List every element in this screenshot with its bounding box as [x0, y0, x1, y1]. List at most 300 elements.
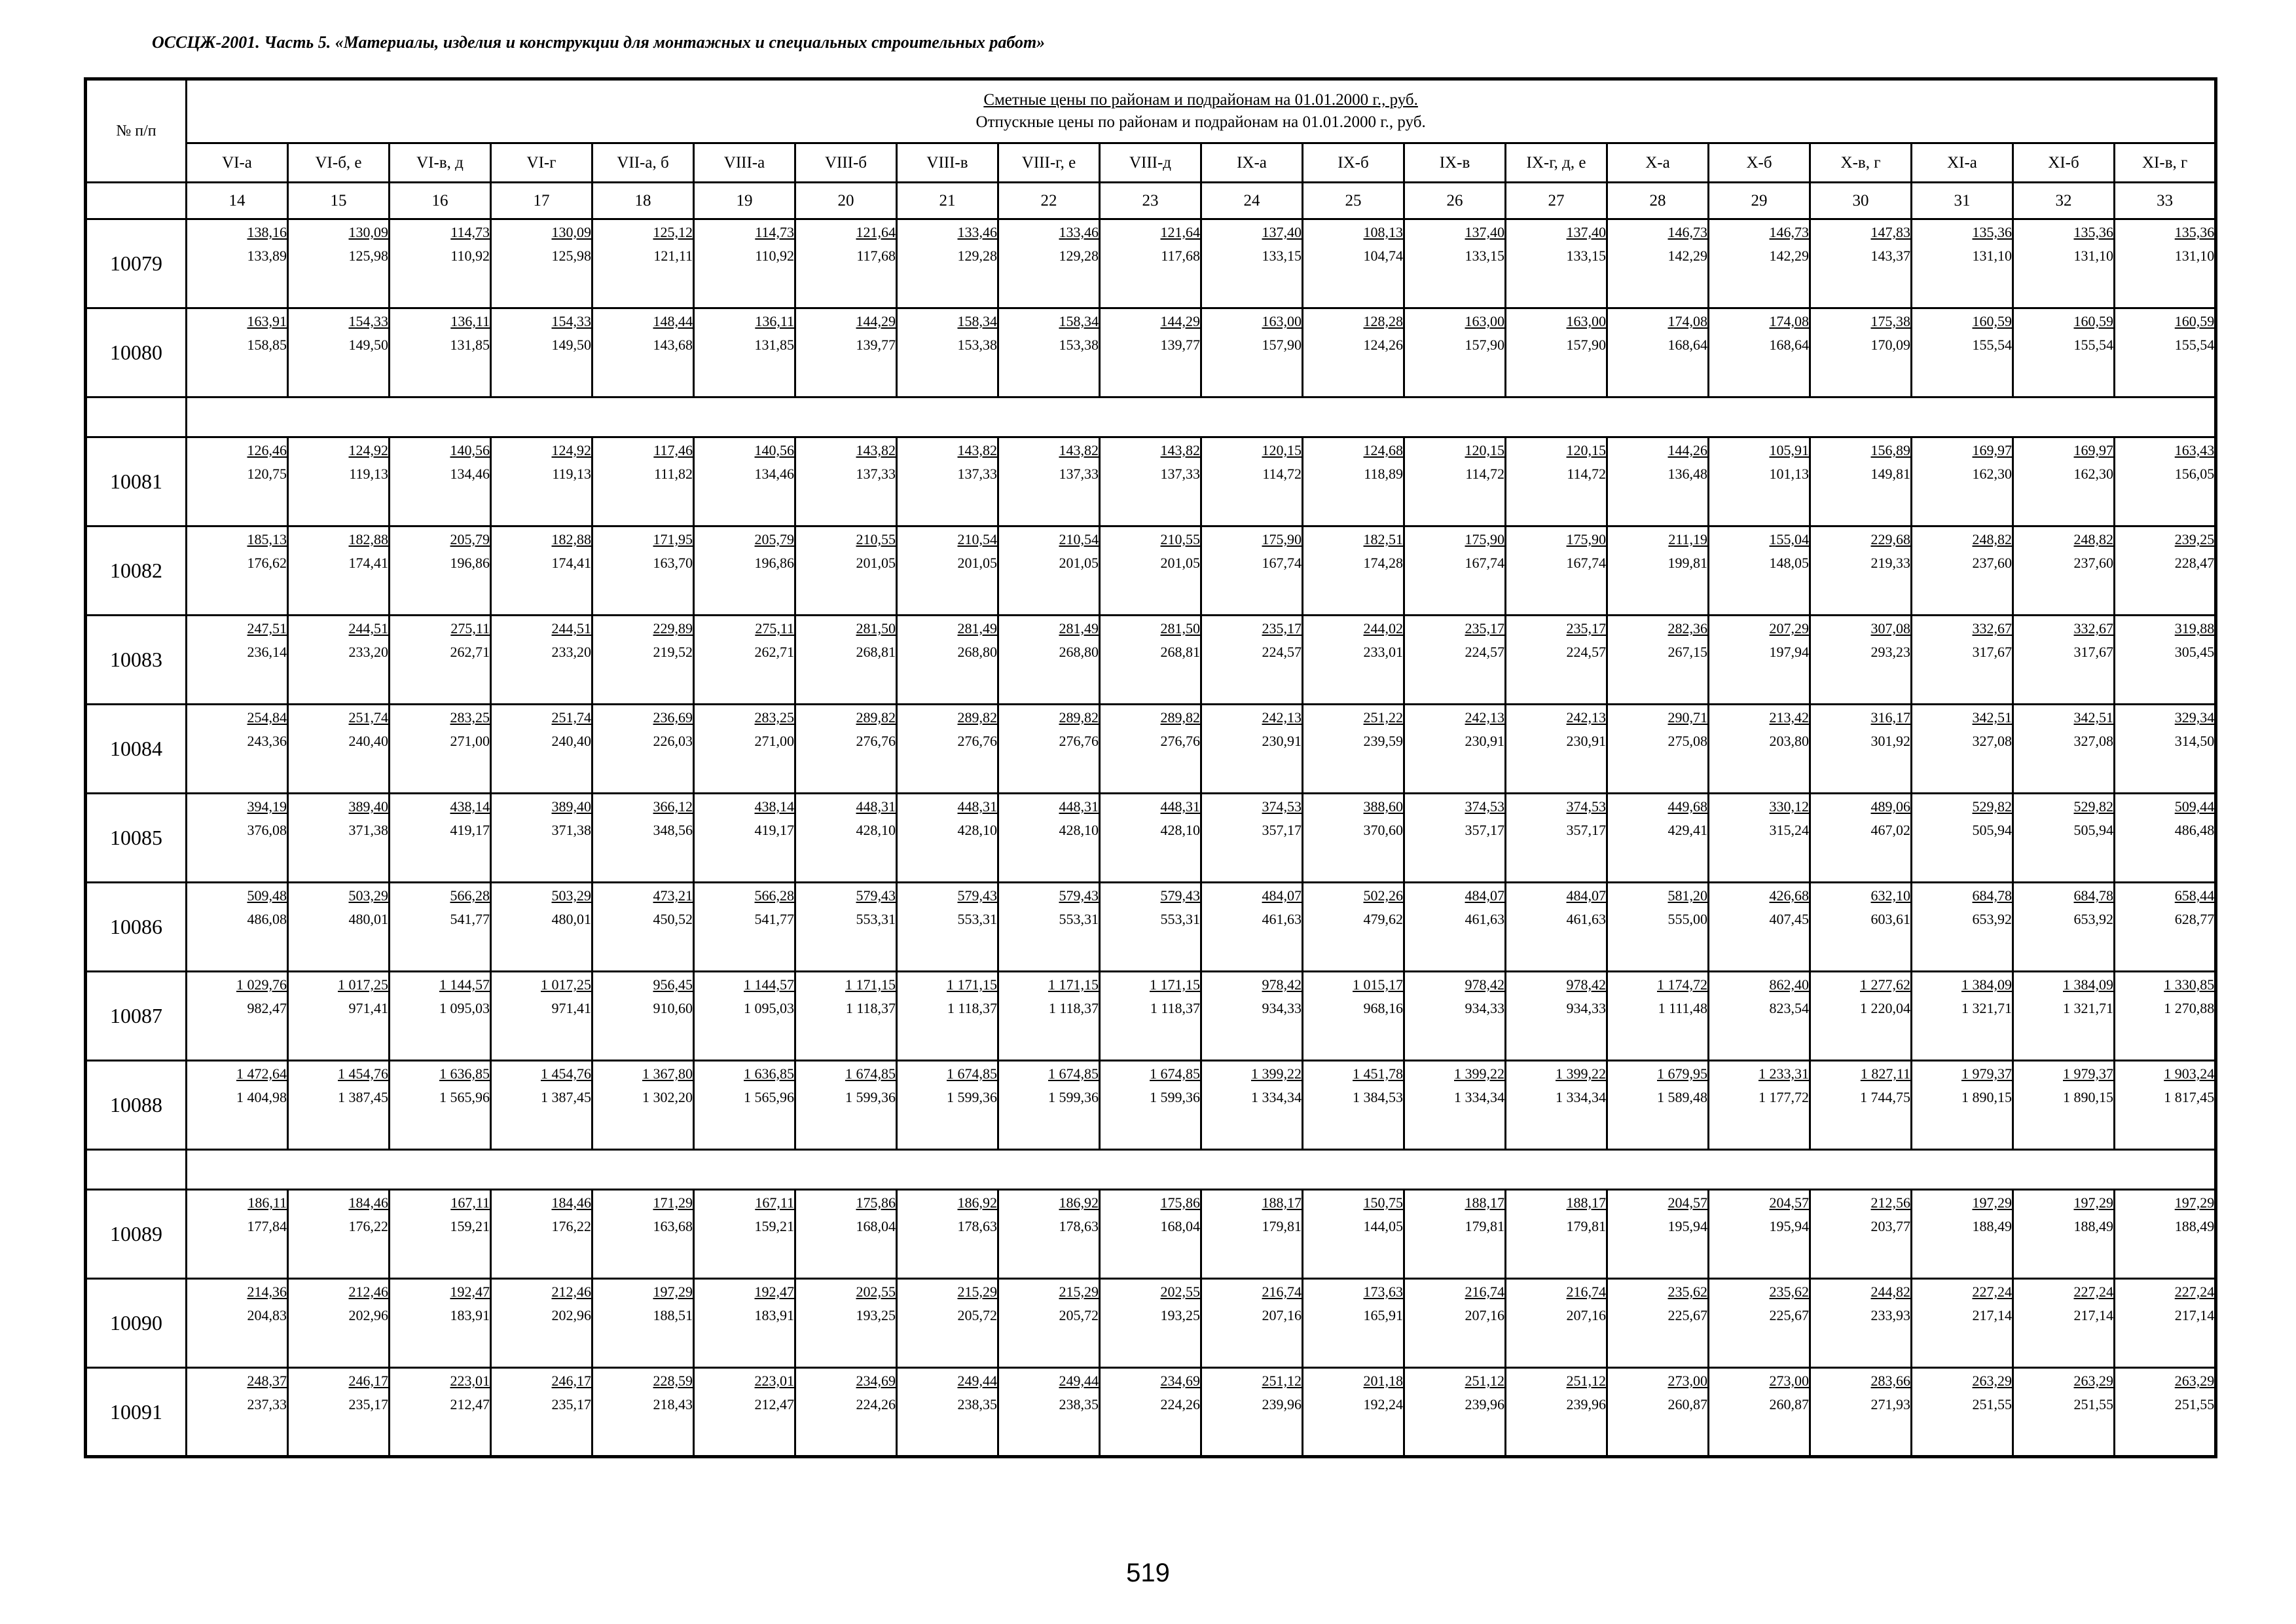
release-price: 162,30	[1972, 466, 2012, 482]
release-price: 1 565,96	[439, 1089, 490, 1105]
release-price: 271,00	[450, 733, 490, 749]
price-cell	[1709, 705, 1810, 794]
release-price: 218,43	[653, 1396, 693, 1412]
estimated-price: 227,24	[2073, 1283, 2113, 1300]
release-price: 553,31	[1160, 911, 1200, 927]
price-cell	[390, 972, 491, 1061]
column-number: 16	[390, 183, 491, 219]
release-price: 183,91	[450, 1307, 490, 1323]
column-number: 14	[187, 183, 288, 219]
price-cell	[694, 308, 795, 397]
estimated-price: 484,07	[1262, 887, 1302, 904]
estimated-price: 426,68	[1769, 887, 1809, 904]
price-cell	[1506, 972, 1607, 1061]
estimated-price: 332,67	[1972, 620, 2012, 637]
price-cell	[288, 219, 390, 308]
release-price: 201,05	[1160, 555, 1200, 571]
release-price: 262,71	[754, 644, 794, 660]
price-cell	[1303, 616, 1404, 705]
estimated-price: 192,47	[450, 1283, 490, 1300]
price-cell	[694, 219, 795, 308]
release-price: 555,00	[1667, 911, 1707, 927]
release-price: 119,13	[552, 466, 591, 482]
release-price: 541,77	[754, 911, 794, 927]
release-price: 203,80	[1769, 733, 1809, 749]
estimated-price: 330,12	[1769, 798, 1809, 815]
estimated-price: 186,92	[1059, 1194, 1099, 1211]
estimated-price: 216,74	[1566, 1283, 1606, 1300]
estimated-price: 239,25	[2174, 531, 2215, 547]
release-price: 239,96	[1262, 1396, 1302, 1412]
estimated-price: 207,29	[1769, 620, 1809, 637]
price-cell	[2115, 437, 2216, 526]
price-cell	[795, 794, 897, 883]
price-cell	[592, 1190, 694, 1279]
release-price: 224,57	[1465, 644, 1504, 660]
price-cell	[2115, 794, 2216, 883]
price-cell	[795, 883, 897, 972]
estimated-price: 248,82	[1972, 531, 2012, 547]
release-price: 1 270,88	[2164, 1000, 2215, 1016]
item-code: 10089	[86, 1190, 187, 1279]
release-price: 167,74	[1262, 555, 1302, 571]
release-price: 1 118,37	[845, 1000, 896, 1016]
release-price: 149,81	[1870, 466, 1910, 482]
estimated-price: 249,44	[1059, 1373, 1099, 1389]
estimated-price: 342,51	[2073, 709, 2113, 726]
release-price: 201,05	[1059, 555, 1099, 571]
column-number: 32	[2013, 183, 2115, 219]
price-cell	[1912, 705, 2013, 794]
price-cell	[795, 308, 897, 397]
estimated-price: 215,29	[957, 1283, 997, 1300]
estimated-price: 223,01	[754, 1373, 794, 1389]
release-price: 240,40	[551, 733, 591, 749]
release-price: 155,54	[1972, 337, 2012, 353]
estimated-price: 242,13	[1465, 709, 1504, 726]
price-cell	[1607, 308, 1709, 397]
price-cell	[1709, 972, 1810, 1061]
price-cell	[187, 972, 288, 1061]
price-cell	[592, 1061, 694, 1150]
release-price: 197,94	[1769, 644, 1809, 660]
price-cell	[1201, 972, 1303, 1061]
column-number: 23	[1100, 183, 1201, 219]
release-price: 1 599,36	[845, 1089, 896, 1105]
price-cell	[1201, 1279, 1303, 1368]
estimated-price: 133,46	[1059, 224, 1099, 240]
release-price: 371,38	[348, 822, 388, 838]
estimated-price: 235,17	[1566, 620, 1606, 637]
price-cell	[1607, 794, 1709, 883]
estimated-price: 242,13	[1262, 709, 1302, 726]
price-cell	[592, 219, 694, 308]
estimated-price: 135,36	[2073, 224, 2113, 240]
price-cell	[1303, 1061, 1404, 1150]
estimated-price: 126,46	[247, 442, 287, 458]
estimated-price: 229,89	[653, 620, 693, 637]
estimated-price: 211,19	[1668, 531, 1707, 547]
estimated-price: 171,95	[653, 531, 693, 547]
release-price: 228,47	[2174, 555, 2215, 571]
price-cell	[2013, 526, 2115, 616]
release-price: 217,14	[1972, 1307, 2012, 1323]
price-cell	[1404, 437, 1506, 526]
price-cell	[1709, 794, 1810, 883]
price-cell	[390, 308, 491, 397]
release-price: 110,92	[755, 248, 794, 264]
price-cell	[1709, 1279, 1810, 1368]
release-price: 461,63	[1566, 911, 1606, 927]
item-code: 10090	[86, 1279, 187, 1368]
release-price: 971,41	[348, 1000, 388, 1016]
estimated-price: 182,51	[1363, 531, 1403, 547]
price-cell	[998, 794, 1100, 883]
release-price: 224,26	[1160, 1396, 1200, 1412]
release-price: 1 095,03	[744, 1000, 794, 1016]
item-code: 10088	[86, 1061, 187, 1150]
release-price: 205,72	[1059, 1307, 1099, 1323]
column-number: 26	[1404, 183, 1506, 219]
region-header: VIII-в	[897, 143, 998, 183]
price-cell	[1404, 794, 1506, 883]
estimated-price: 1 979,37	[1961, 1065, 2012, 1082]
release-price: 202,96	[551, 1307, 591, 1323]
region-header: VIII-д	[1100, 143, 1201, 183]
estimated-price: 246,17	[348, 1373, 388, 1389]
estimated-price: 1 015,17	[1353, 976, 1403, 993]
estimated-price: 1 472,64	[236, 1065, 287, 1082]
release-price: 317,67	[1972, 644, 2012, 660]
column-number: 28	[1607, 183, 1709, 219]
price-cell	[2013, 1279, 2115, 1368]
release-price: 1 404,98	[236, 1089, 287, 1105]
release-price: 653,92	[1972, 911, 2012, 927]
estimated-price: 263,29	[2073, 1373, 2113, 1389]
region-header: IX-в	[1404, 143, 1506, 183]
estimated-price: 204,57	[1769, 1194, 1809, 1211]
estimated-price: 579,43	[1059, 887, 1099, 904]
price-cell	[1303, 1190, 1404, 1279]
price-cell	[1303, 526, 1404, 616]
price-cell	[694, 616, 795, 705]
release-price: 480,01	[348, 911, 388, 927]
release-price: 157,90	[1465, 337, 1504, 353]
estimated-price: 290,71	[1667, 709, 1707, 726]
release-price: 268,80	[957, 644, 997, 660]
release-price: 142,29	[1769, 248, 1809, 264]
price-cell	[1201, 1368, 1303, 1457]
estimated-price: 175,38	[1870, 313, 1910, 329]
release-price: 505,94	[2073, 822, 2113, 838]
price-cell	[187, 883, 288, 972]
estimated-price: 130,09	[551, 224, 591, 240]
separator-cell	[187, 397, 2216, 437]
release-price: 196,86	[754, 555, 794, 571]
price-cell	[1607, 1061, 1709, 1150]
price-cell	[694, 972, 795, 1061]
release-price: 159,21	[450, 1218, 490, 1234]
estimated-price: 484,07	[1465, 887, 1504, 904]
estimated-price: 184,46	[551, 1194, 591, 1211]
release-price: 199,81	[1667, 555, 1707, 571]
price-cell	[795, 219, 897, 308]
estimated-price: 120,15	[1465, 442, 1504, 458]
table-row	[86, 705, 2216, 794]
price-cell	[1810, 1190, 1912, 1279]
price-cell	[694, 794, 795, 883]
price-cell	[998, 1279, 1100, 1368]
estimated-price: 374,53	[1465, 798, 1504, 815]
release-price: 348,56	[653, 822, 693, 838]
price-cell	[1506, 794, 1607, 883]
release-price: 155,54	[2073, 337, 2113, 353]
estimated-price: 137,40	[1465, 224, 1504, 240]
estimated-price: 175,90	[1465, 531, 1504, 547]
price-cell	[491, 437, 592, 526]
estimated-price: 503,29	[348, 887, 388, 904]
estimated-price: 1 674,85	[947, 1065, 997, 1082]
estimated-price: 283,66	[1870, 1373, 1910, 1389]
release-price: 486,08	[247, 911, 287, 927]
price-cell	[187, 616, 288, 705]
price-cell	[2115, 883, 2216, 972]
price-cell	[1404, 616, 1506, 705]
estimated-price: 263,29	[2174, 1373, 2215, 1389]
estimated-price: 1 171,15	[947, 976, 997, 993]
price-cell	[1100, 1061, 1201, 1150]
price-cell	[1100, 972, 1201, 1061]
release-price: 153,38	[1059, 337, 1099, 353]
release-price: 357,17	[1465, 822, 1504, 838]
release-price: 541,77	[450, 911, 490, 927]
table-row	[86, 1190, 2216, 1279]
release-price: 224,57	[1566, 644, 1606, 660]
price-cell	[1810, 526, 1912, 616]
price-cell	[288, 308, 390, 397]
price-cell	[1201, 883, 1303, 972]
page-number: 519	[1126, 1559, 1170, 1587]
estimated-price: 175,86	[1160, 1194, 1200, 1211]
estimated-price: 174,08	[1667, 313, 1707, 329]
estimated-price: 197,29	[1972, 1194, 2012, 1211]
price-cell	[187, 1061, 288, 1150]
release-price: 139,77	[856, 337, 896, 353]
release-price: 226,03	[653, 733, 693, 749]
price-cell	[1201, 794, 1303, 883]
estimated-price: 163,43	[2174, 442, 2215, 458]
table-row	[86, 437, 2216, 526]
estimated-price: 167,11	[755, 1194, 794, 1211]
price-cell	[1201, 437, 1303, 526]
release-price: 188,49	[2073, 1218, 2113, 1234]
estimated-price: 1 399,22	[1454, 1065, 1504, 1082]
estimated-price: 235,17	[1262, 620, 1302, 637]
price-cell	[694, 1061, 795, 1150]
estimated-price: 978,42	[1465, 976, 1504, 993]
estimated-price: 137,40	[1566, 224, 1606, 240]
release-price: 1 334,34	[1556, 1089, 1606, 1105]
price-cell	[795, 616, 897, 705]
price-cell	[1709, 1368, 1810, 1457]
estimated-price: 156,89	[1870, 442, 1910, 458]
release-price: 238,35	[957, 1396, 997, 1412]
release-price: 327,08	[2073, 733, 2113, 749]
table-row	[86, 972, 2216, 1061]
release-price: 315,24	[1769, 822, 1809, 838]
price-cell	[1607, 437, 1709, 526]
estimated-price: 281,49	[957, 620, 997, 637]
release-price: 188,49	[1972, 1218, 2012, 1234]
estimated-price: 273,00	[1769, 1373, 1809, 1389]
estimated-price: 1 636,85	[744, 1065, 794, 1082]
estimated-price: 212,56	[1870, 1194, 1910, 1211]
release-price: 131,10	[1972, 248, 2012, 264]
price-cell	[694, 1190, 795, 1279]
document-header: ОССЦЖ-2001. Часть 5. «Материалы, изделия и конструкции для монтажных и специальных строительных работ»	[152, 33, 1046, 52]
price-cell	[795, 1061, 897, 1150]
release-price: 968,16	[1363, 1000, 1403, 1016]
price-cell	[897, 705, 998, 794]
release-price: 271,00	[754, 733, 794, 749]
region-header: IX-г, д, е	[1506, 143, 1607, 183]
estimated-price: 182,88	[348, 531, 388, 547]
price-cell	[491, 1368, 592, 1457]
estimated-price: 235,62	[1667, 1283, 1707, 1300]
release-price: 230,91	[1262, 733, 1302, 749]
price-cell	[2013, 1368, 2115, 1457]
release-price: 237,60	[1972, 555, 2012, 571]
table-row	[86, 219, 2216, 308]
release-price: 305,45	[2174, 644, 2215, 660]
price-cell	[1303, 794, 1404, 883]
estimated-price: 289,82	[856, 709, 896, 726]
price-cell	[1404, 308, 1506, 397]
release-price: 163,70	[653, 555, 693, 571]
release-price: 188,49	[2174, 1218, 2215, 1234]
price-cell	[491, 526, 592, 616]
estimated-price: 251,12	[1566, 1373, 1606, 1389]
release-price: 133,15	[1465, 248, 1504, 264]
price-cell	[390, 437, 491, 526]
estimated-price: 1 384,09	[1961, 976, 2012, 993]
estimated-price: 155,04	[1769, 531, 1809, 547]
estimated-price: 244,51	[348, 620, 388, 637]
region-header: VIII-а	[694, 143, 795, 183]
release-price: 271,93	[1870, 1396, 1910, 1412]
price-cell	[1709, 437, 1810, 526]
release-price: 653,92	[2073, 911, 2113, 927]
price-cell	[187, 794, 288, 883]
price-cell	[1810, 616, 1912, 705]
price-cell	[998, 972, 1100, 1061]
estimated-price: 212,46	[551, 1283, 591, 1300]
estimated-price: 210,54	[957, 531, 997, 547]
release-price: 114,72	[1262, 466, 1302, 482]
release-price: 428,10	[1160, 822, 1200, 838]
estimated-price: 124,92	[551, 442, 591, 458]
release-price: 419,17	[450, 822, 490, 838]
region-header: VIII-г, е	[998, 143, 1100, 183]
release-price: 207,16	[1465, 1307, 1504, 1323]
estimated-price: 150,75	[1363, 1194, 1403, 1211]
price-cell	[1506, 219, 1607, 308]
release-price: 192,24	[1363, 1396, 1403, 1412]
price-cell	[491, 1061, 592, 1150]
release-price: 603,61	[1870, 911, 1910, 927]
estimated-price: 188,17	[1262, 1194, 1302, 1211]
release-price: 144,05	[1363, 1218, 1403, 1234]
price-cell	[491, 794, 592, 883]
price-cell	[288, 1190, 390, 1279]
price-cell	[2115, 1190, 2216, 1279]
estimated-price: 197,29	[2174, 1194, 2215, 1211]
region-header: IX-а	[1201, 143, 1303, 183]
release-price: 188,51	[653, 1307, 693, 1323]
release-price: 233,20	[348, 644, 388, 660]
release-price: 137,33	[957, 466, 997, 482]
release-price: 407,45	[1769, 911, 1809, 927]
estimated-price: 202,55	[856, 1283, 896, 1300]
price-cell	[2115, 308, 2216, 397]
estimated-price: 244,82	[1870, 1283, 1910, 1300]
price-cell	[1709, 308, 1810, 397]
estimated-price: 246,17	[551, 1373, 591, 1389]
release-price: 239,96	[1566, 1396, 1606, 1412]
estimated-price: 581,20	[1667, 887, 1707, 904]
release-price: 370,60	[1363, 822, 1403, 838]
release-price: 158,85	[247, 337, 287, 353]
estimated-price: 862,40	[1769, 976, 1809, 993]
price-cell	[897, 526, 998, 616]
release-price: 195,94	[1769, 1218, 1809, 1234]
price-cell	[592, 526, 694, 616]
price-cell	[1404, 883, 1506, 972]
estimated-price: 388,60	[1363, 798, 1403, 815]
estimated-price: 1 144,57	[439, 976, 490, 993]
release-price: 260,87	[1667, 1396, 1707, 1412]
release-price: 157,90	[1566, 337, 1606, 353]
price-cell	[1404, 1368, 1506, 1457]
estimated-price: 316,17	[1870, 709, 1910, 726]
estimated-price: 289,82	[1059, 709, 1099, 726]
price-cell	[1810, 794, 1912, 883]
release-price: 268,81	[856, 644, 896, 660]
separator-cell	[86, 1150, 187, 1190]
column-number: 18	[592, 183, 694, 219]
release-price: 260,87	[1769, 1396, 1809, 1412]
release-price: 168,64	[1667, 337, 1707, 353]
estimated-price: 186,92	[957, 1194, 997, 1211]
item-code: 10087	[86, 972, 187, 1061]
price-cell	[187, 219, 288, 308]
release-price: 450,52	[653, 911, 693, 927]
estimated-price: 143,82	[856, 442, 896, 458]
release-price: 134,46	[450, 466, 490, 482]
release-price: 167,74	[1465, 555, 1504, 571]
price-cell	[1100, 308, 1201, 397]
release-price: 486,48	[2174, 822, 2215, 838]
estimated-price: 1 330,85	[2164, 976, 2215, 993]
price-cell	[897, 1279, 998, 1368]
region-header-row	[86, 143, 2216, 183]
estimated-price: 1 171,15	[1150, 976, 1200, 993]
column-number: 24	[1201, 183, 1303, 219]
price-cell	[491, 616, 592, 705]
estimated-price: 125,12	[653, 224, 693, 240]
release-price: 179,81	[1262, 1218, 1302, 1234]
price-cell	[390, 794, 491, 883]
